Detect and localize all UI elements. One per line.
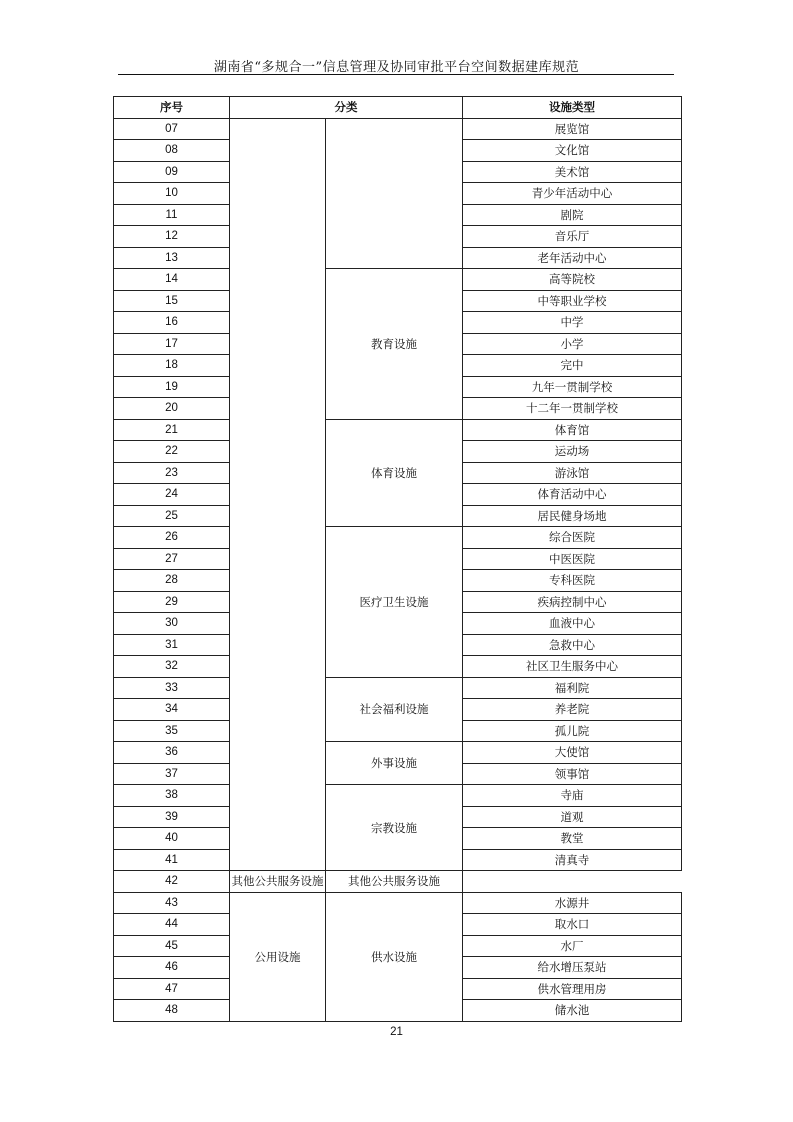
cell-seq: 37 xyxy=(114,763,230,785)
cell-seq: 22 xyxy=(114,441,230,463)
cell-seq: 07 xyxy=(114,118,230,140)
cell-seq: 41 xyxy=(114,849,230,871)
cell-facility-type: 清真寺 xyxy=(463,849,682,871)
cell-facility-type: 福利院 xyxy=(463,677,682,699)
cell-category-primary: 公用设施 xyxy=(230,892,326,1021)
table-row xyxy=(114,419,682,441)
cell-facility-type: 其他公共服务设施 xyxy=(326,871,463,893)
cell-facility-type: 取水口 xyxy=(463,914,682,936)
cell-seq: 34 xyxy=(114,699,230,721)
cell-facility-type: 血液中心 xyxy=(463,613,682,635)
cell-facility-type: 大使馆 xyxy=(463,742,682,764)
cell-seq: 39 xyxy=(114,806,230,828)
cell-seq: 38 xyxy=(114,785,230,807)
cell-seq: 14 xyxy=(114,269,230,291)
cell-facility-type: 九年一贯制学校 xyxy=(463,376,682,398)
cell-facility-type: 体育活动中心 xyxy=(463,484,682,506)
cell-seq: 47 xyxy=(114,978,230,1000)
cell-facility-type: 教堂 xyxy=(463,828,682,850)
cell-seq: 21 xyxy=(114,419,230,441)
cell-seq: 43 xyxy=(114,892,230,914)
cell-category-secondary: 教育设施 xyxy=(326,269,463,420)
cell-facility-type: 急救中心 xyxy=(463,634,682,656)
cell-seq: 33 xyxy=(114,677,230,699)
page-number: 21 xyxy=(390,1026,403,1038)
cell-seq: 40 xyxy=(114,828,230,850)
cell-facility-type: 中医医院 xyxy=(463,548,682,570)
cell-seq: 20 xyxy=(114,398,230,420)
cell-category-secondary: 体育设施 xyxy=(326,419,463,527)
cell-facility-type: 养老院 xyxy=(463,699,682,721)
header-seq: 序号 xyxy=(114,97,230,119)
facility-classification-table xyxy=(113,96,682,1022)
cell-facility-type: 给水增压泵站 xyxy=(463,957,682,979)
table-row xyxy=(114,677,682,699)
table-header-row xyxy=(114,97,682,119)
cell-facility-type: 美术馆 xyxy=(463,161,682,183)
table-body xyxy=(114,118,682,1021)
cell-facility-type: 水源井 xyxy=(463,892,682,914)
cell-facility-type: 寺庙 xyxy=(463,785,682,807)
cell-facility-type: 领事馆 xyxy=(463,763,682,785)
cell-seq: 23 xyxy=(114,462,230,484)
cell-facility-type: 社区卫生服务中心 xyxy=(463,656,682,678)
cell-facility-type: 体育馆 xyxy=(463,419,682,441)
table-row xyxy=(114,892,682,914)
cell-seq: 42 xyxy=(114,871,230,893)
cell-seq: 11 xyxy=(114,204,230,226)
cell-category-secondary: 社会福利设施 xyxy=(326,677,463,742)
table-row xyxy=(114,785,682,807)
cell-seq: 08 xyxy=(114,140,230,162)
cell-category-secondary: 其他公共服务设施 xyxy=(230,871,326,893)
cell-facility-type: 运动场 xyxy=(463,441,682,463)
cell-facility-type: 游泳馆 xyxy=(463,462,682,484)
cell-seq: 27 xyxy=(114,548,230,570)
cell-seq: 31 xyxy=(114,634,230,656)
cell-facility-type: 综合医院 xyxy=(463,527,682,549)
header-divider xyxy=(118,74,674,75)
cell-facility-type: 道观 xyxy=(463,806,682,828)
cell-facility-type: 储水池 xyxy=(463,1000,682,1022)
cell-seq: 32 xyxy=(114,656,230,678)
table-row xyxy=(114,118,682,140)
cell-seq: 36 xyxy=(114,742,230,764)
cell-facility-type: 中学 xyxy=(463,312,682,334)
cell-seq: 12 xyxy=(114,226,230,248)
cell-seq: 16 xyxy=(114,312,230,334)
cell-seq: 44 xyxy=(114,914,230,936)
cell-facility-type: 中等职业学校 xyxy=(463,290,682,312)
cell-facility-type: 音乐厅 xyxy=(463,226,682,248)
cell-facility-type: 疾病控制中心 xyxy=(463,591,682,613)
cell-facility-type: 十二年一贯制学校 xyxy=(463,398,682,420)
cell-seq: 25 xyxy=(114,505,230,527)
cell-category-secondary xyxy=(326,118,463,269)
cell-facility-type: 完中 xyxy=(463,355,682,377)
cell-category-secondary: 宗教设施 xyxy=(326,785,463,871)
header-facility-type: 设施类型 xyxy=(463,97,682,119)
cell-facility-type: 居民健身场地 xyxy=(463,505,682,527)
cell-facility-type: 剧院 xyxy=(463,204,682,226)
cell-facility-type: 小学 xyxy=(463,333,682,355)
page-header-title: 湖南省“多规合一”信息管理及协同审批平台空间数据建库规范 xyxy=(213,60,580,75)
table-row xyxy=(114,871,682,893)
cell-facility-type: 展览馆 xyxy=(463,118,682,140)
cell-seq: 46 xyxy=(114,957,230,979)
cell-category-secondary: 医疗卫生设施 xyxy=(326,527,463,678)
table-row xyxy=(114,269,682,291)
cell-seq: 29 xyxy=(114,591,230,613)
cell-seq: 24 xyxy=(114,484,230,506)
table-row xyxy=(114,742,682,764)
cell-seq: 26 xyxy=(114,527,230,549)
cell-seq: 10 xyxy=(114,183,230,205)
cell-facility-type: 青少年活动中心 xyxy=(463,183,682,205)
cell-facility-type: 文化馆 xyxy=(463,140,682,162)
cell-category-primary xyxy=(230,118,326,871)
cell-seq: 18 xyxy=(114,355,230,377)
cell-facility-type: 孤儿院 xyxy=(463,720,682,742)
cell-category-secondary: 外事设施 xyxy=(326,742,463,785)
cell-facility-type: 老年活动中心 xyxy=(463,247,682,269)
cell-facility-type: 水厂 xyxy=(463,935,682,957)
cell-category-secondary: 供水设施 xyxy=(326,892,463,1021)
cell-facility-type: 供水管理用房 xyxy=(463,978,682,1000)
cell-seq: 48 xyxy=(114,1000,230,1022)
cell-seq: 28 xyxy=(114,570,230,592)
cell-seq: 35 xyxy=(114,720,230,742)
cell-seq: 30 xyxy=(114,613,230,635)
cell-seq: 17 xyxy=(114,333,230,355)
header-category: 分类 xyxy=(230,97,463,119)
cell-seq: 09 xyxy=(114,161,230,183)
cell-seq: 13 xyxy=(114,247,230,269)
cell-seq: 19 xyxy=(114,376,230,398)
cell-seq: 15 xyxy=(114,290,230,312)
table-row xyxy=(114,527,682,549)
cell-facility-type: 专科医院 xyxy=(463,570,682,592)
cell-facility-type: 高等院校 xyxy=(463,269,682,291)
cell-seq: 45 xyxy=(114,935,230,957)
